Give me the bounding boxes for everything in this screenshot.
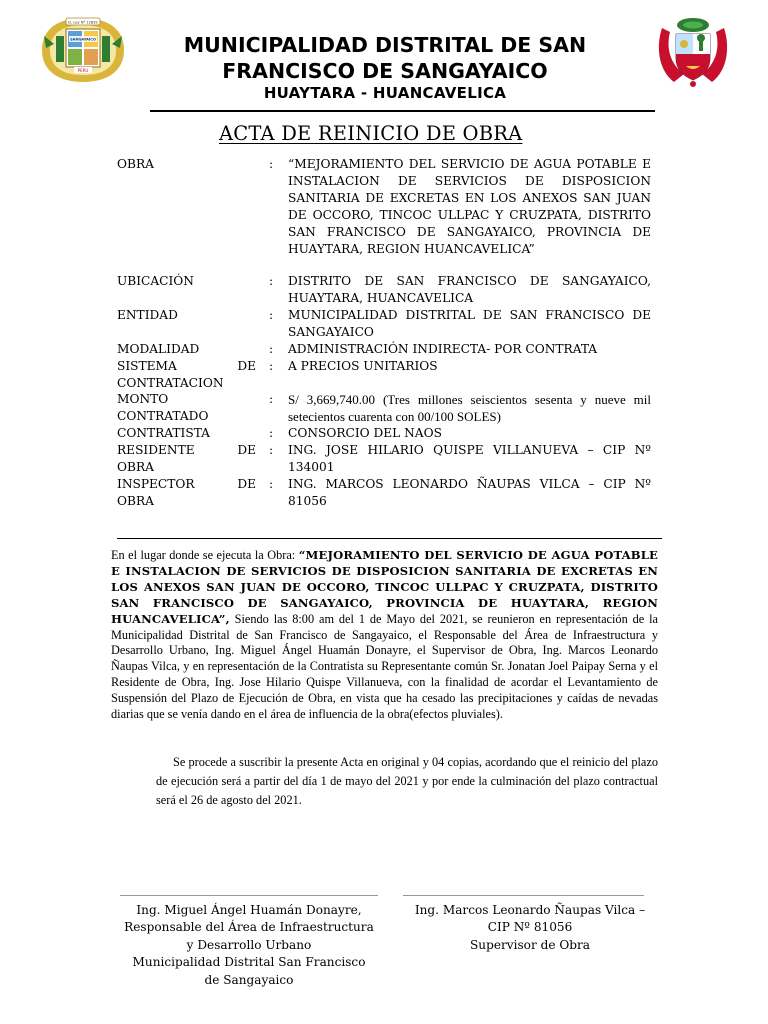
coat-of-arms-icon [654,12,732,90]
paragraph-intro: En el lugar donde se ejecuta la Obra: [111,548,296,562]
field-colon: : [269,443,274,457]
signature-role: y Desarrollo Urbano [186,937,312,952]
field-value: “MEJORAMIENTO DEL SERVICIO DE AGUA POTABLE E INSTALACION DE SERVICIOS DE DISPOSICION SANITARIA DE EXCRETAS EN LOS ANEXOS SAN JUAN DE OCCORO, TINCOC ULLPAC Y CRUZPATA, DISTRITO SAN FRANCISCO DE SANGAYAICO, PROVINCIA DE HUAYTARA, REGION HUANCAVELICA” [288,157,651,256]
field-colon: : [269,274,274,288]
field-label: CONTRATISTA [117,426,210,440]
label-word: DE [237,359,256,373]
field-colon: : [269,342,274,356]
signature-entity: Municipalidad Distrital San Francisco [132,955,366,970]
municipality-logo [36,14,130,86]
signature-role: Responsable del Área de Infraestructura [124,920,374,935]
paragraph-details: Siendo las 8:00 am del 1 de Mayo del 2021, se reunieron en representación de la Municipalidad Distrital de San Francisco de Sangayaico, el Responsable del Área de Infraestructura y Desarrollo Urbano, Ing. Miguel Ángel Huamán Donayre, el Supervisor de Obra, Ing. Marcos Leonardo Ñaupas Vilca, y en representación de la Contratista su Representante común Sr. Jonatan Joel Paipay Serna y el Residente de Obra, Ing. Jose Hilario Quispe Villanueva, con la finalidad de acordar el Levantamiento de Suspensión del Plazo de Ejecución de Obra, en vista que ha cesado las precipitaciones y caídas de nevadas diarias que se venía dando en el área de influencia de la obra(efectos pluviales). [111,611,658,722]
field-label-line2: CONTRATACION [117,376,224,390]
field-label [117,476,256,493]
field-value: CONSORCIO DEL NAOS [288,426,442,440]
body-paragraph-1 [111,548,658,723]
header-divider [150,110,655,112]
location-subtitle: HUAYTARA - HUANCAVELICA [263,84,507,102]
field-value: S/ 3,669,740.00 (Tres millones seiscientos sesenta y nueve mil setecientos cuarenta con 00/100 SOLES) [288,392,651,424]
label-word: DE [237,477,256,491]
field-colon: : [269,426,274,440]
field-label [117,442,256,459]
field-label: ENTIDAD [117,308,178,322]
field-value: ING. JOSE HILARIO QUISPE VILLANUEVA – CIP Nº 134001 [288,443,651,474]
field-value: DISTRITO DE SAN FRANCISCO DE SANGAYAICO, HUAYTARA, HUANCAVELICA [288,274,651,305]
body-paragraph-2 [156,753,658,810]
field-value: MUNICIPALIDAD DISTRITAL DE SAN FRANCISCO DE SANGAYAICO [288,308,651,339]
field-label: MONTO [117,392,169,406]
section-divider [117,538,662,539]
field-label [117,358,256,375]
municipality-title: MUNICIPALIDAD DISTRITAL DE SAN FRANCISCO DE SANGAYAICO [183,33,587,83]
signature-line-right [403,895,644,896]
paragraph-project-name: “MEJORAMIENTO DEL SERVICIO DE AGUA POTABLE E INSTALACION DE SERVICIOS DE DISPOSICION SANITARIA DE EXCRETAS EN LOS ANEXOS SAN JUAN DE OCCORO, TINCOC ULLPAC Y CRUZPATA, DISTRITO SAN FRANCISCO DE SANGAYAICO, PROVINCIA DE HUAYTARA, REGION HUANCAVELICA”, [111,548,658,626]
signature-line-left [120,895,378,896]
signature-name: Ing. Miguel Ángel Huamán Donayre, [136,903,362,917]
signature-name: Ing. Marcos Leonardo Ñaupas Vilca – [414,903,646,917]
field-colon: : [269,359,274,373]
paragraph-agreement: Se procede a suscribir la presente Acta en original y 04 copias, acordando que el reinicio del plazo de ejecución será a partir del día 1 de mayo del 2021 y por ende la culminación del plazo contractual será el 26 de agosto del 2021. [156,755,658,807]
label-word: RESIDENTE [117,443,195,457]
label-word: SISTEMA [117,359,177,373]
field-label: OBRA [117,157,154,171]
field-label: MODALIDAD [117,342,200,356]
field-label-line2: OBRA [117,460,154,474]
signature-block-left [116,902,382,989]
signature-cip: CIP Nº 81056 [487,920,573,935]
document-title: ACTA DE REINICIO DE OBRA [219,122,523,145]
label-word: DE [237,443,256,457]
field-colon: : [269,392,274,406]
logo-name-text: SANGAYAICO [70,37,96,42]
logo-country-text: PERU [77,67,89,73]
field-colon: : [269,308,274,322]
field-label-line2: OBRA [117,494,154,508]
field-label: UBICACIÓN [117,274,194,288]
field-value: ADMINISTRACIÓN INDIRECTA- POR CONTRATA [288,342,598,356]
field-value: ING. MARCOS LEONARDO ÑAUPAS VILCA – CIP Nº 81056 [288,477,651,508]
label-word: INSPECTOR [117,477,195,491]
field-value: A PRECIOS UNITARIOS [288,359,438,373]
signature-entity: de Sangayaico [204,972,294,987]
signature-role: Supervisor de Obra [470,937,590,952]
field-colon: : [269,477,274,491]
logo-decree-text: D. Ley Nº 12839 [68,20,98,25]
field-colon: : [269,157,274,171]
signature-block-right [395,902,665,954]
field-label-line2: CONTRATADO [117,409,209,423]
